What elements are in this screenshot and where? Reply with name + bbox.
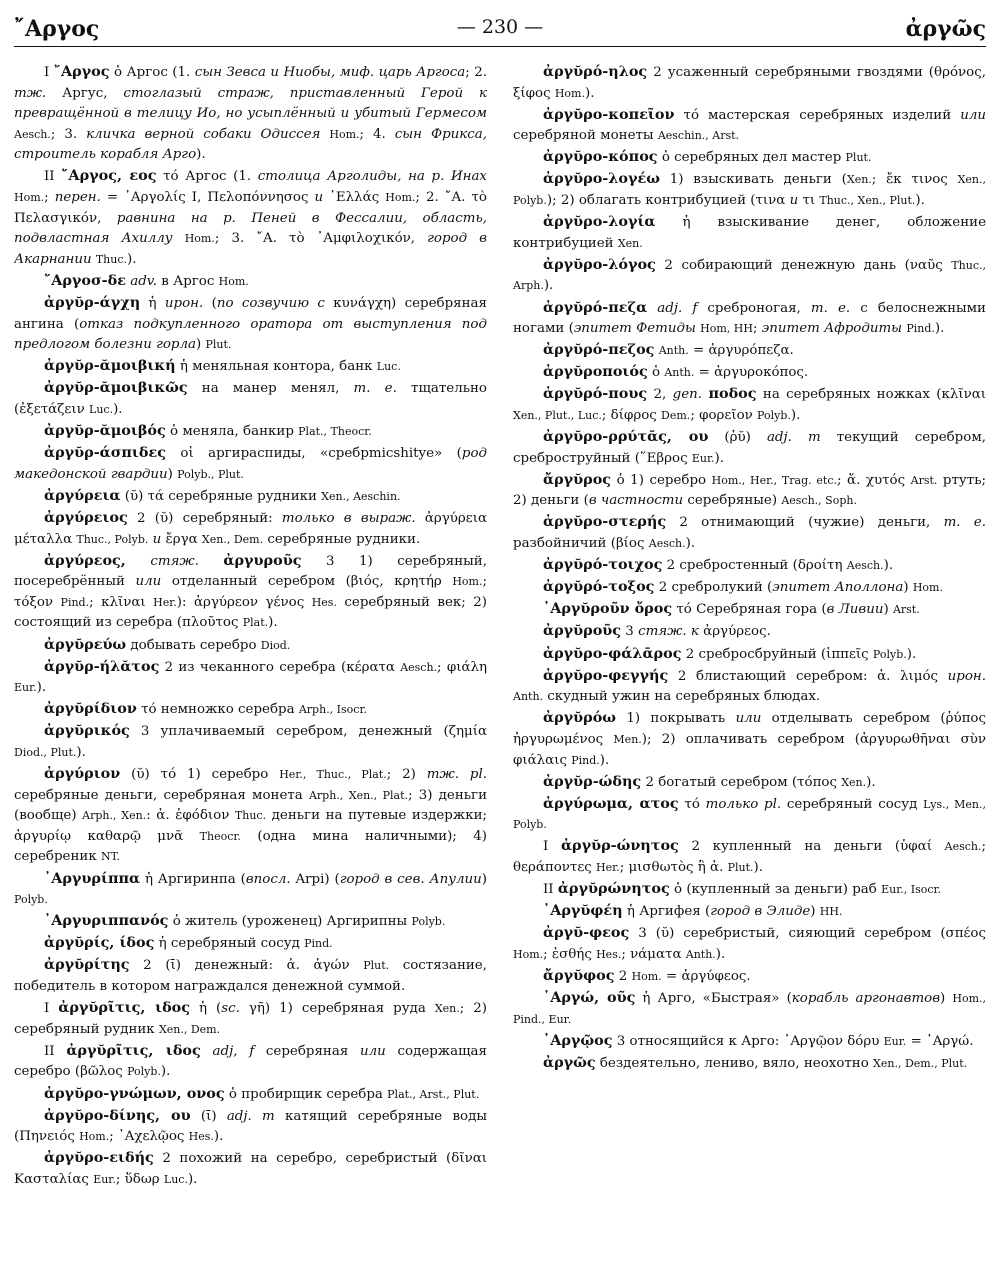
dictionary-entry: ἀργύρειος 2 (ῠ) серебряный: только в выраж. ἀργύρεια μέταλλα Thuc., Polyb. и ἔργα Xen., Dem. серебряные рудники. bbox=[14, 508, 487, 547]
dictionary-entry: ἀργύρεια (ῠ) τά серебряные рудники Xen., Aeschin. bbox=[44, 486, 401, 504]
page-header bbox=[14, 14, 986, 42]
header-rule bbox=[14, 46, 986, 47]
dictionary-entry: ἀργῠροῦς 3 стяж. к ἀργύρεος. bbox=[543, 622, 771, 640]
dictionary-entry: ῎Αργοσ-δε adv. в Аргос Hom. bbox=[44, 271, 249, 289]
header-left-guideword: ῎Αργος bbox=[14, 16, 100, 42]
dictionary-entry: ἀργῠρ-άσπιδες οἱ аргираспиды, «сребрmicshitye» (род македонской гвардии) Polyb., Plut. bbox=[14, 444, 487, 482]
dictionary-entry: ἀργῠρο-ρρύτᾱς, ου (ῥῠ) adj. m текущий серебром, среброструйный (῞Εβρος Eur.). bbox=[513, 428, 986, 466]
dictionary-entry: ἀργῠρό-πεζα adj. f среброногая, т. е. с белоснежными ногами (эпитет Фетиды Hom, HH; эпитет Афродиты Pind.). bbox=[513, 298, 986, 337]
dictionary-entry: ἀργῠρεύω добывать серебро Diod. bbox=[44, 635, 291, 653]
dictionary-entry: ἀργῠροποιός ὁ Anth. = ἀργυροκόπος. bbox=[543, 363, 809, 381]
dictionary-entry: ᾿Αργῠφέη ἡ Аргифея (город в Элиде) HH. bbox=[543, 902, 843, 920]
dictionary-entry: II ἀργῠρώνητος ὁ (купленный за деньги) раб Eur., Isocr. bbox=[543, 880, 942, 898]
left-column bbox=[14, 62, 487, 1276]
dictionary-entry: ἀργῠρο-κοπεῖον τό мастерская серебряных изделий или серебряной монеты Aeschin., Arst. bbox=[513, 105, 986, 144]
dictionary-entry: ἀργῠρο-φεγγής 2 блистающий серебром: ἀ. λιμός ирон. Anth. скудный ужин на серебряных блюдах. bbox=[513, 666, 986, 705]
columns bbox=[14, 62, 986, 1276]
dictionary-entry: ἀργῠρο-στερής 2 отнимающий (чужие) деньги, т. е. разбойничий (βίος Aesch.). bbox=[513, 513, 986, 552]
dictionary-entry: ἀργῠρο-λογία ἡ взыскивание денег, обложение контрибуцией Xen. bbox=[513, 213, 986, 251]
dictionary-entry: ἀργῶς бездеятельно, лениво, вяло, неохотно Xen., Dem., Plut. bbox=[543, 1053, 968, 1071]
dictionary-entry: ἀργῠρό-πους 2, gen. ποδος на серебряных ножках (κλῖναι Xen., Plut., Luc.; δίφρος Dem.; φορεῖον Polyb.). bbox=[513, 385, 986, 423]
dictionary-entry: ἀργῠρ-ήλᾰτος 2 из чеканного серебра (κέρατα Aesch.; φιάλη Eur.). bbox=[14, 657, 487, 696]
dictionary-entry: ἀργύριον (ῠ) τό 1) серебро Her., Thuc., Plat.; 2) тж. pl. серебряные деньги, серебряная монета Arph., Xen., Plat.; 3) деньги (вообще) Arph., Xen.: ἀ. ἐφόδιον Thuc. деньги на путевые издержки; ἀργυρίῳ καθαρῷ μνᾶ Theocr. (одна мина наличными); 4) серебреник NT. bbox=[14, 765, 487, 865]
page-number: — 230 — bbox=[456, 16, 544, 38]
dictionary-entry: ἄργῠρος ὁ 1) серебро Hom., Her., Trag. etc.; ἄ. χυτός Arst. ртуть; 2) деньги (в частности серебряные) Aesch., Soph. bbox=[513, 470, 986, 509]
dictionary-entry: I ἀργῠρῖτις, ιδος ἡ (sc. γῆ) 1) серебряная руда Xen.; 2) серебряный рудник Xen., Dem. bbox=[14, 999, 487, 1037]
dictionary-entry: ἀργῠρο-ειδής 2 похожий на серебро, серебристый (δῖναι Κασταλίας Eur.; ὕδωρ Luc.). bbox=[14, 1149, 487, 1187]
dictionary-entry: ἀργῠρο-λόγος 2 собирающий денежную дань (ναῦς Thuc., Arph.). bbox=[513, 255, 986, 294]
dictionary-entry: ἀργῠρίς, ίδος ἡ серебряный сосуд Pind. bbox=[44, 934, 333, 952]
dictionary-entry: ἀργῠρίδιον τό немножко серебра Arph., Isocr. bbox=[44, 700, 367, 718]
dictionary-entry: ἀργῠρο-φάλᾱρος 2 сребросбруйный (ἱππεῖς Polyb.). bbox=[543, 644, 917, 662]
dictionary-entry: ᾿Αργώ, οῦς ἡ Арго, «Быстрая» (корабль аргонавтов) Hom., Pind., Eur. bbox=[513, 989, 986, 1026]
dictionary-entry: ἀργῠρ-άγχη ἡ ирон. (по созвучию с κυνάγχη) серебряная ангина (отказ подкупленного оратора от выступления под предлогом болезни горла) Plut. bbox=[14, 294, 487, 353]
dictionary-entry: ἀργῠρικός 3 уплачиваемый серебром, денежный (ζημία Diod., Plut.). bbox=[14, 722, 487, 760]
dictionary-entry: II ἀργῠρῖτις, ιδος adj, f серебряная или содержащая серебро (βῶλος Polyb.). bbox=[14, 1041, 487, 1080]
dictionary-entry: I ἀργῠρ-ώνητος 2 купленный на деньги (ὑφαί Aesch.; θεράποντες Her.; μισθωτὸς ἢ ἀ. Plut.). bbox=[513, 837, 986, 875]
dictionary-entry: ᾿Αργυριππανός ὁ житель (уроженец) Аргирипны Polyb. bbox=[44, 912, 446, 930]
header-right-guideword: ἀργῶς bbox=[905, 16, 986, 42]
dictionary-entry: ᾿Αργυρίππα ἡ Аргиринпа (впосл. Arpi) (город в сев. Апулии) Polyb. bbox=[14, 869, 487, 907]
dictionary-entry: ἀργῠρόω 1) покрывать или отделывать серебром (ῥύπος ἠργυρωμένος Men.); 2) оплачивать серебром (ἀργυρωθῆναι σὺν φιάλαις Pind.). bbox=[513, 709, 986, 768]
dictionary-entry: ἀργῠρό-τοξος 2 сребролукий (эпитет Аполлона) Hom. bbox=[543, 578, 943, 596]
dictionary-entry: ἄργῠφος 2 Hom. = ἀργύφεος. bbox=[543, 966, 751, 984]
dictionary-entry: ἀργῠρ-ᾰμοιβός ὁ меняла, банкир Plat., Theocr. bbox=[44, 422, 372, 440]
dictionary-entry: ᾿Αργῠροῦν ὄρος τό Серебряная гора (в Ливии) Arst. bbox=[543, 600, 920, 618]
dictionary-entry: ἀργῠρ-ᾰμοιβική ἡ меняльная контора, банк Luc. bbox=[44, 357, 401, 375]
dictionary-entry: ἀργῠρο-γνώμων, ονος ὁ пробирщик серебра Plat., Arst., Plut. bbox=[44, 1084, 480, 1102]
dictionary-entry: ἀργῠρο-λογέω 1) взыскивать деньги (Xen.; ἔκ τινος Xen., Polyb.); 2) облагать контрибуцией (τινα и τι Thuc., Xen., Plut.). bbox=[513, 170, 986, 209]
dictionary-entry: ἀργῠρό-τοιχος 2 сребростенный (δροίτη Aesch.). bbox=[543, 556, 894, 574]
dictionary-entry: I ῎Αργος ὁ Аргос (1. сын Зевса и Ниобы, миф. царь Аргоса; 2. тж. Аргус, стоглазый страж, приставленный Герой к превращённой в телицу Ио, но усыплённый и убитый Гермесом Aesch.; 3. кличка верной собаки Одиссея Hom.; 4. сын Фрикса, строитель корабля Арго). bbox=[14, 63, 487, 163]
dictionary-entry: ἀργῠρ-ᾰμοιβικῶς на манер менял, т. е. тщательно (ἐξετάζειν Luc.). bbox=[14, 379, 487, 417]
dictionary-entry: ἀργύρωμα, ατος τό только pl. серебряный сосуд Lys., Men., Polyb. bbox=[513, 794, 986, 832]
dictionary-entry: ἀργῠ-φεος 3 (ῠ) серебристый, сияющий серебром (σπέος Hom.; ἐσθής Hes.; νάματα Anth.). bbox=[513, 924, 986, 962]
right-column bbox=[513, 62, 986, 1276]
dictionary-entry: ἀργῠρο-δίνης, ου (ῑ) adj. m катящий серебряные воды (Πηνειός Hom.; ᾿Αχελῷος Hes.). bbox=[14, 1106, 487, 1145]
dictionary-entry: ἀργῠρό-ηλος 2 усаженный серебряными гвоздями (θρόνος, ξίφος Hom.). bbox=[513, 63, 986, 101]
dictionary-entry: ἀργῠρο-κόπος ὁ серебряных дел мастер Plut. bbox=[543, 148, 872, 166]
dictionary-entry: ἀργῠρ-ώδης 2 богатый серебром (τόπος Xen.). bbox=[543, 772, 876, 790]
dictionary-entry: ἀργῠρό-πεζος Anth. = ἀργυρόπεζα. bbox=[543, 341, 794, 359]
dictionary-entry: ᾿Αργῷος 3 относящийся к Арго: ᾿Αργῷον δόρυ Eur. = ᾿Αργώ. bbox=[543, 1031, 974, 1049]
dictionary-entry: II ῎Αργος, εος τό Аргос (1. столица Арголиды, на р. Инах Hom.; перен. = ᾿Αργολίς I, Πελοπόννησος и ῾Ελλάς Hom.; 2. ῎Α. τὸ Πελασγικόν, равнина на р. Пеней в Фессалии, область, подвластная Ахиллу Hom.; 3. ῎Α. τὸ ᾿Αμφιλοχικόν, город в Акарнании Thuc.). bbox=[14, 167, 487, 267]
dictionary-entry: ἀργῠρίτης 2 (ῑ) денежный: ἀ. ἀγών Plut. состязание, победитель в котором награждался денежной суммой. bbox=[14, 956, 487, 995]
dictionary-entry: ἀργύρεος, стяж. ἀργυροῦς 3 1) серебряный, посеребрённый или отделанный серебром (βιός, κρητήρ Hom.; τόξον Pind.; κλῖναι Her.): ἀργύρεον γένος Hes. серебряный век; 2) состоящий из серебра (πλοῦτος Plat.). bbox=[14, 551, 487, 631]
